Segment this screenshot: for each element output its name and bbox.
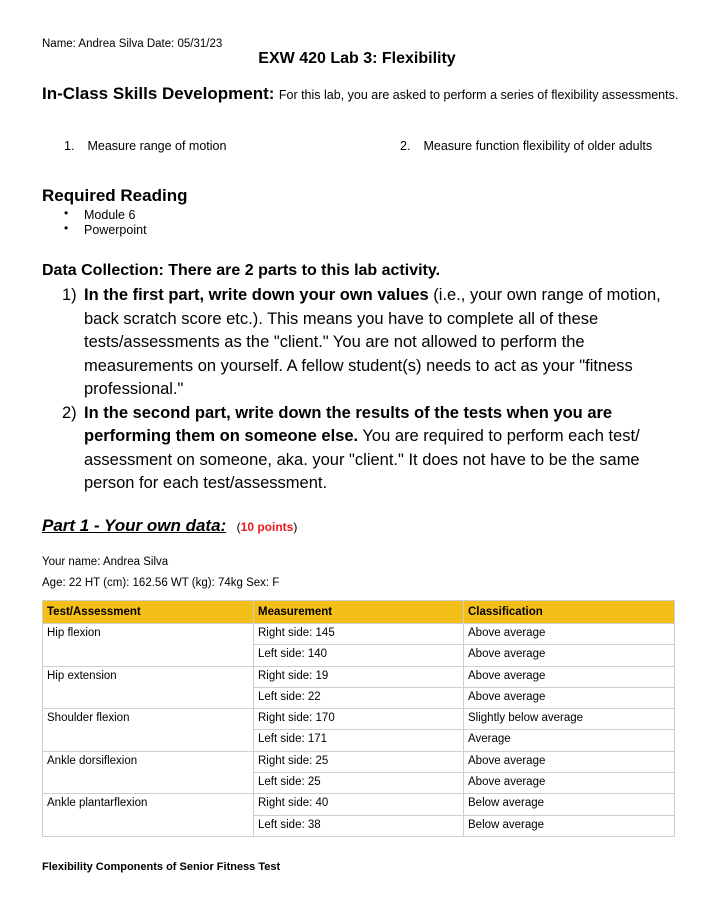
- measurement-cell: Left side: 171: [254, 730, 464, 751]
- your-name-line: Your name: Andrea Silva: [42, 556, 169, 568]
- data-collection-heading: Data Collection: There are 2 parts to this lab activity.: [42, 262, 441, 279]
- measurement-cell: Right side: 25: [254, 751, 464, 772]
- step-bold-text: In the second part, write down the results of the tests when you are performing them on someone else.: [84, 403, 613, 445]
- task-label: Measure range of motion: [87, 139, 227, 153]
- name-date-line: Name: Andrea Silva Date: 05/31/23: [42, 38, 223, 50]
- reading-item: Module 6 Powerpoint: [84, 208, 147, 237]
- column-header: Classification: [464, 601, 675, 624]
- measurement-cell: Left side: 140: [254, 645, 464, 666]
- skills-text: For this lab, you are asked to perform a series of flexibility assessments.: [278, 88, 679, 102]
- table-row: [43, 624, 675, 645]
- classification-cell: Above average: [464, 624, 675, 645]
- classification-cell: Above average: [464, 773, 675, 794]
- classification-cell: Above average: [464, 645, 675, 666]
- stats-line: Age: 22 HT (cm): 162.56 WT (kg): 74kg Sex: F: [42, 577, 280, 589]
- classification-cell: Above average: [464, 687, 675, 708]
- points-value: 10 points: [240, 520, 294, 534]
- classification-cell: Below average: [464, 815, 675, 836]
- step-item: [62, 402, 682, 496]
- measurement-cell: Right side: 145: [254, 624, 464, 645]
- test-cell: Shoulder flexion: [43, 709, 254, 752]
- step-number: 2): [62, 403, 77, 422]
- classification-cell: Above average: [464, 666, 675, 687]
- section-footer-heading: Flexibility Components of Senior Fitness Test: [42, 861, 281, 873]
- measurement-cell: Right side: 40: [254, 794, 464, 815]
- table-row: [43, 666, 675, 687]
- step-item: [62, 284, 682, 402]
- classification-cell: Below average: [464, 794, 675, 815]
- task-item: [64, 139, 226, 153]
- reading-heading: Required Reading: [42, 186, 188, 205]
- measurement-cell: Right side: 170: [254, 709, 464, 730]
- bullet-icon: •: [64, 221, 69, 235]
- test-cell: Ankle plantarflexion: [43, 794, 254, 837]
- column-header: Measurement: [254, 601, 464, 624]
- points-open: (: [236, 520, 241, 534]
- task-item: [400, 139, 652, 153]
- measurement-cell: Right side: 19: [254, 666, 464, 687]
- points-close: ): [293, 520, 298, 534]
- test-cell: Hip extension: [43, 666, 254, 709]
- classification-cell: Slightly below average: [464, 709, 675, 730]
- classification-cell: Average: [464, 730, 675, 751]
- step-text: (i.e., your own range of motion, back scratch score etc.). This means you have to complete all of these tests/assessments as the "client." You are not allowed to perform the measurements on yourself. A fellow student(s) needs to act as your "fitness professional.": [84, 286, 661, 398]
- task-label: Measure function flexibility of older adults: [423, 139, 653, 153]
- table-row: [43, 794, 675, 815]
- table-row: [43, 709, 675, 730]
- flexibility-table: [42, 600, 675, 837]
- step-number: 1): [62, 286, 77, 304]
- column-header: Test/Assessment: [43, 601, 254, 624]
- test-cell: Hip flexion: [43, 624, 254, 667]
- measurement-cell: Left side: 22: [254, 687, 464, 708]
- measurement-cell: Left side: 38: [254, 815, 464, 836]
- skills-heading: In-Class Skills Development:: [42, 84, 275, 103]
- data-collection-steps: [62, 284, 682, 496]
- part1-heading-line: [42, 516, 297, 536]
- test-cell: Ankle dorsiflexion: [43, 751, 254, 794]
- table-header-row: [43, 601, 675, 624]
- points-note: [237, 520, 298, 534]
- measurement-cell: Left side: 25: [254, 773, 464, 794]
- task-number: 1.: [64, 139, 75, 153]
- skills-section: [42, 84, 678, 104]
- document-title: EXW 420 Lab 3: Flexibility: [258, 50, 456, 67]
- bullet-icon: •: [64, 206, 69, 220]
- classification-cell: Above average: [464, 751, 675, 772]
- step-text: You are required to perform each test/ assessment on someone, aka. your "client." It does not have to be the same person for each test/assessment.: [84, 427, 640, 492]
- step-bold-text: In the first part, write down your own values: [84, 286, 429, 304]
- part1-heading: Part 1 - Your own data:: [42, 516, 227, 535]
- task-number: 2.: [400, 139, 411, 153]
- table-row: [43, 751, 675, 772]
